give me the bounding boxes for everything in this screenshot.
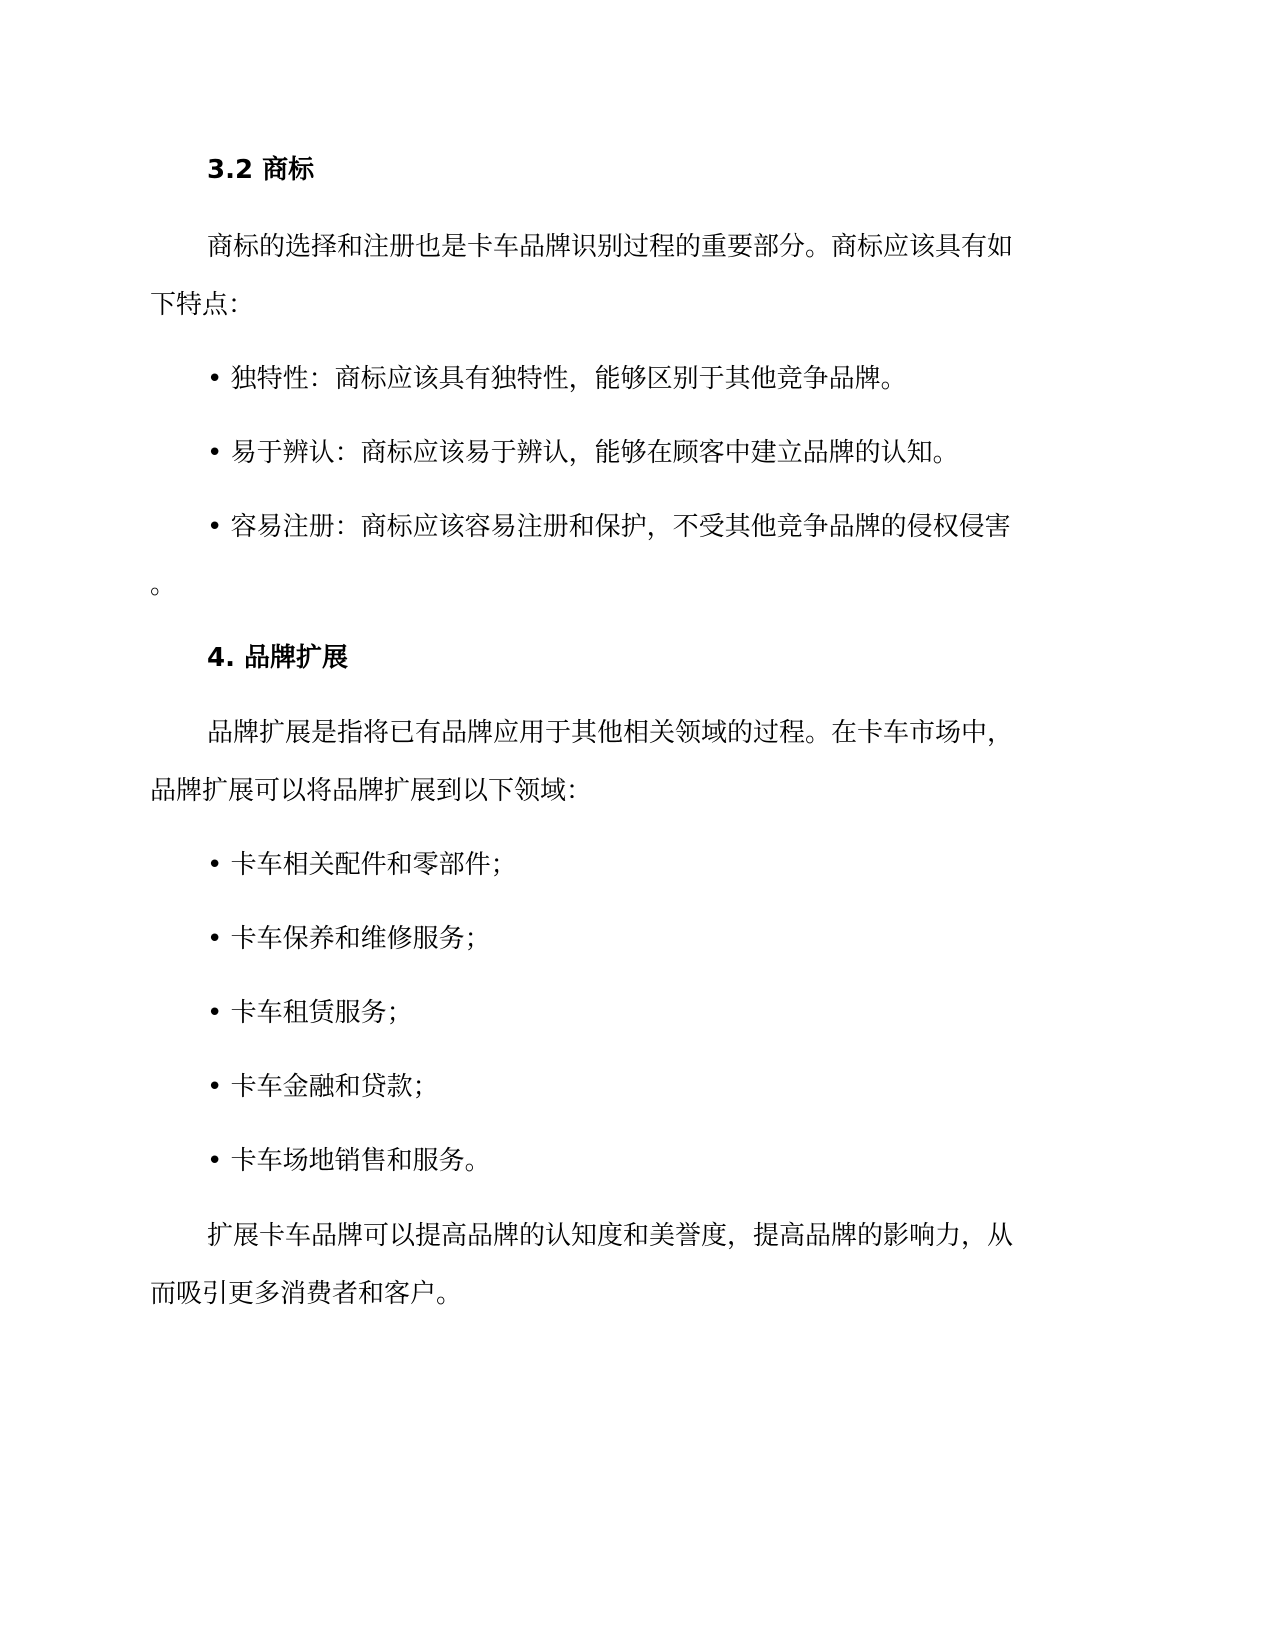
section-heading-brand-extension: 4. 品牌扩展 bbox=[207, 643, 349, 673]
list-item-continuation: 。 bbox=[150, 570, 177, 600]
list-item: • 卡车金融和贷款； bbox=[207, 1072, 439, 1102]
paragraph-line: 下特点： bbox=[150, 290, 255, 320]
paragraph-line: 扩展卡车品牌可以提高品牌的认知度和美誉度，提高品牌的影响力，从 bbox=[207, 1221, 1014, 1251]
list-item: • 卡车场地销售和服务。 bbox=[207, 1146, 491, 1176]
list-item: • 易于辨认：商标应该易于辨认，能够在顾客中建立品牌的认知。 bbox=[207, 438, 959, 468]
list-item: • 卡车保养和维修服务； bbox=[207, 924, 491, 954]
paragraph-line: 而吸引更多消费者和客户。 bbox=[150, 1279, 463, 1309]
list-item: • 独特性：商标应该具有独特性，能够区别于其他竞争品牌。 bbox=[207, 364, 907, 394]
list-item: • 卡车租赁服务； bbox=[207, 998, 413, 1028]
list-item: • 卡车相关配件和零部件； bbox=[207, 850, 517, 880]
paragraph-line: 商标的选择和注册也是卡车品牌识别过程的重要部分。商标应该具有如 bbox=[207, 232, 1014, 262]
paragraph-line: 品牌扩展是指将已有品牌应用于其他相关领域的过程。在卡车市场中， bbox=[207, 718, 1014, 748]
section-heading-trademark: 3.2 商标 bbox=[207, 155, 315, 185]
paragraph-line: 品牌扩展可以将品牌扩展到以下领域： bbox=[150, 776, 593, 806]
list-item: • 容易注册：商标应该容易注册和保护，不受其他竞争品牌的侵权侵害 bbox=[207, 512, 1011, 542]
